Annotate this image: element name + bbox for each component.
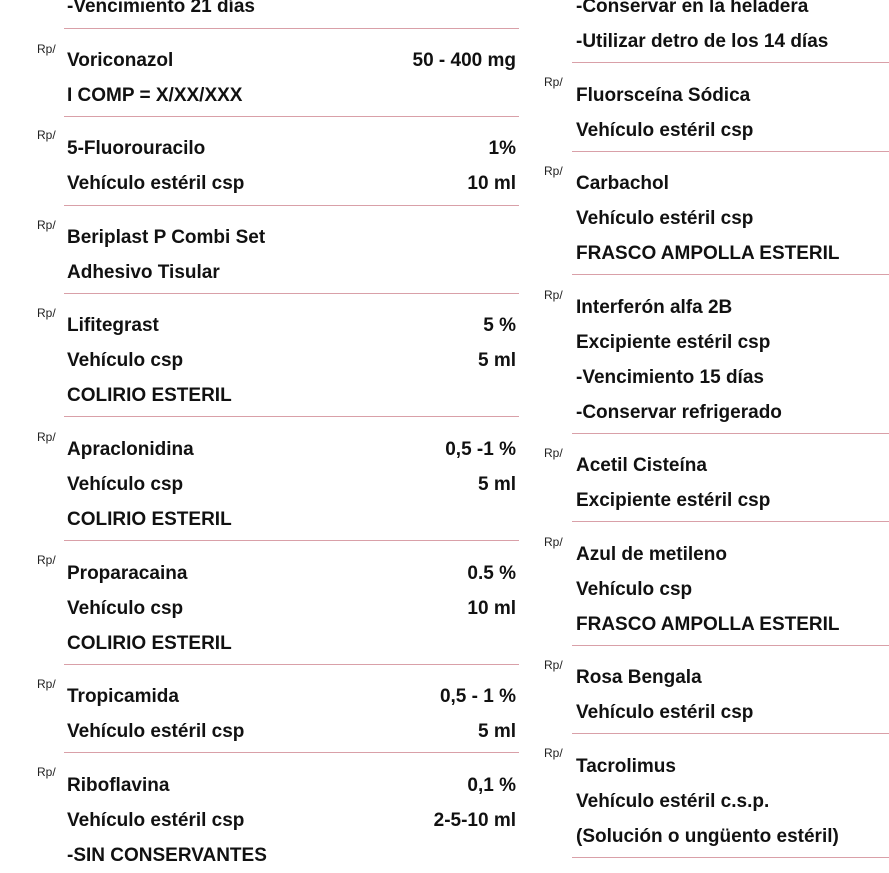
rp-label: Rp/	[37, 306, 56, 320]
prescription-dose: 0,1 %	[467, 775, 516, 796]
separator	[64, 116, 519, 117]
prescription-line: COLIRIO ESTERIL	[67, 633, 232, 654]
prescription-line: FRASCO AMPOLLA ESTERIL	[576, 243, 840, 264]
rp-label: Rp/	[37, 430, 56, 444]
prescription-line: -Vencimiento 15 días	[576, 367, 764, 388]
prescription-line: Riboflavina	[67, 775, 170, 796]
prescription-line: -Conservar refrigerado	[576, 402, 782, 423]
rp-label: Rp/	[544, 746, 563, 760]
prescription-line: Rosa Bengala	[576, 667, 702, 688]
prescription-line: (Solución o ungüento estéril)	[576, 826, 839, 847]
rp-label: Rp/	[37, 765, 56, 779]
prescription-line: Lifitegrast	[67, 315, 159, 336]
prescription-line: Vehículo csp	[67, 598, 184, 619]
prescription-line: Vehículo estéril csp	[67, 810, 245, 831]
prescription-line: COLIRIO ESTERIL	[67, 385, 232, 406]
rp-label: Rp/	[37, 218, 56, 232]
prescription-line: Apraclonidina	[67, 439, 194, 460]
prescription-line: Excipiente estéril csp	[576, 332, 771, 353]
separator	[64, 752, 519, 753]
separator	[64, 28, 519, 29]
separator	[64, 205, 519, 206]
prescription-line: Adhesivo Tisular	[67, 262, 220, 283]
separator	[64, 293, 519, 294]
prescription-line: Tacrolimus	[576, 756, 676, 777]
prescription-line: Vehículo estéril csp	[576, 120, 754, 141]
prescription-line: Vehículo csp	[67, 350, 184, 371]
prescription-line: COLIRIO ESTERIL	[67, 509, 232, 530]
prescription-line: Vehículo csp	[576, 579, 693, 600]
prescription-dose: 10 ml	[467, 598, 516, 619]
prescription-line: Azul de metileno	[576, 544, 727, 565]
rp-label: Rp/	[37, 677, 56, 691]
rp-label: Rp/	[544, 446, 563, 460]
prescription-line: Vehículo estéril csp	[67, 721, 245, 742]
prescription-line: Acetil Cisteína	[576, 455, 707, 476]
separator	[572, 274, 889, 275]
prescription-dose: 5 %	[483, 315, 516, 336]
rp-label: Rp/	[544, 164, 563, 178]
prescription-dose: 5 ml	[477, 474, 516, 495]
prescription-dose: 0.5 %	[467, 563, 516, 584]
prescription-line: Tropicamida	[67, 686, 179, 707]
separator	[572, 433, 889, 434]
rp-label: Rp/	[544, 288, 563, 302]
separator	[64, 540, 519, 541]
prescription-dose: 2-5-10 ml	[433, 810, 516, 831]
prescription-line: Vehículo estéril csp	[576, 702, 754, 723]
prescription-dose: 0,5 -1 %	[445, 439, 516, 460]
separator	[572, 733, 889, 734]
rp-label: Rp/	[544, 535, 563, 549]
separator	[64, 664, 519, 665]
prescription-dose: 10 ml	[467, 173, 516, 194]
rp-label: Rp/	[544, 75, 563, 89]
rp-label: Rp/	[544, 658, 563, 672]
separator	[572, 62, 889, 63]
prescription-line: Proparacaina	[67, 563, 188, 584]
separator	[572, 151, 889, 152]
prescription-line: I COMP = X/XX/XXX	[67, 85, 243, 106]
prescription-line: Voriconazol	[67, 50, 174, 71]
separator	[572, 857, 889, 858]
prescription-dose: 1%	[488, 138, 516, 159]
prescription-line: Beriplast P Combi Set	[67, 227, 266, 248]
rp-label: Rp/	[37, 128, 56, 142]
prescription-line: Carbachol	[576, 173, 669, 194]
prescription-line: -SIN CONSERVANTES	[67, 845, 267, 866]
right-column	[530, 0, 889, 865]
prescription-line: Interferón alfa 2B	[576, 297, 733, 318]
prescription-line: 5-Fluorouracilo	[67, 138, 206, 159]
separator	[64, 416, 519, 417]
prescription-line: Fluorsceína Sódica	[576, 85, 751, 106]
prescription-line: Vehículo estéril csp	[576, 208, 754, 229]
separator	[572, 645, 889, 646]
prescription-line: Vehículo estéril csp	[67, 173, 245, 194]
prescription-line: FRASCO AMPOLLA ESTERIL	[576, 614, 840, 635]
prescription-line: Vehículo csp	[67, 474, 184, 495]
prescription-dose: 5 ml	[477, 350, 516, 371]
left-top-note: -Vencimiento 21 días	[67, 0, 255, 17]
separator	[572, 521, 889, 522]
prescription-line: Excipiente estéril csp	[576, 490, 771, 511]
prescription-dose: 5 ml	[477, 721, 516, 742]
prescription-dose: 0,5 - 1 %	[439, 686, 516, 707]
right-top-note: -Utilizar detro de los 14 días	[576, 31, 829, 52]
rp-label: Rp/	[37, 553, 56, 567]
prescription-dose: 50 - 400 mg	[412, 50, 516, 71]
rp-label: Rp/	[37, 42, 56, 56]
right-top-note: -Conservar en la heladera	[576, 0, 809, 17]
prescription-line: Vehículo estéril c.s.p.	[576, 791, 770, 812]
